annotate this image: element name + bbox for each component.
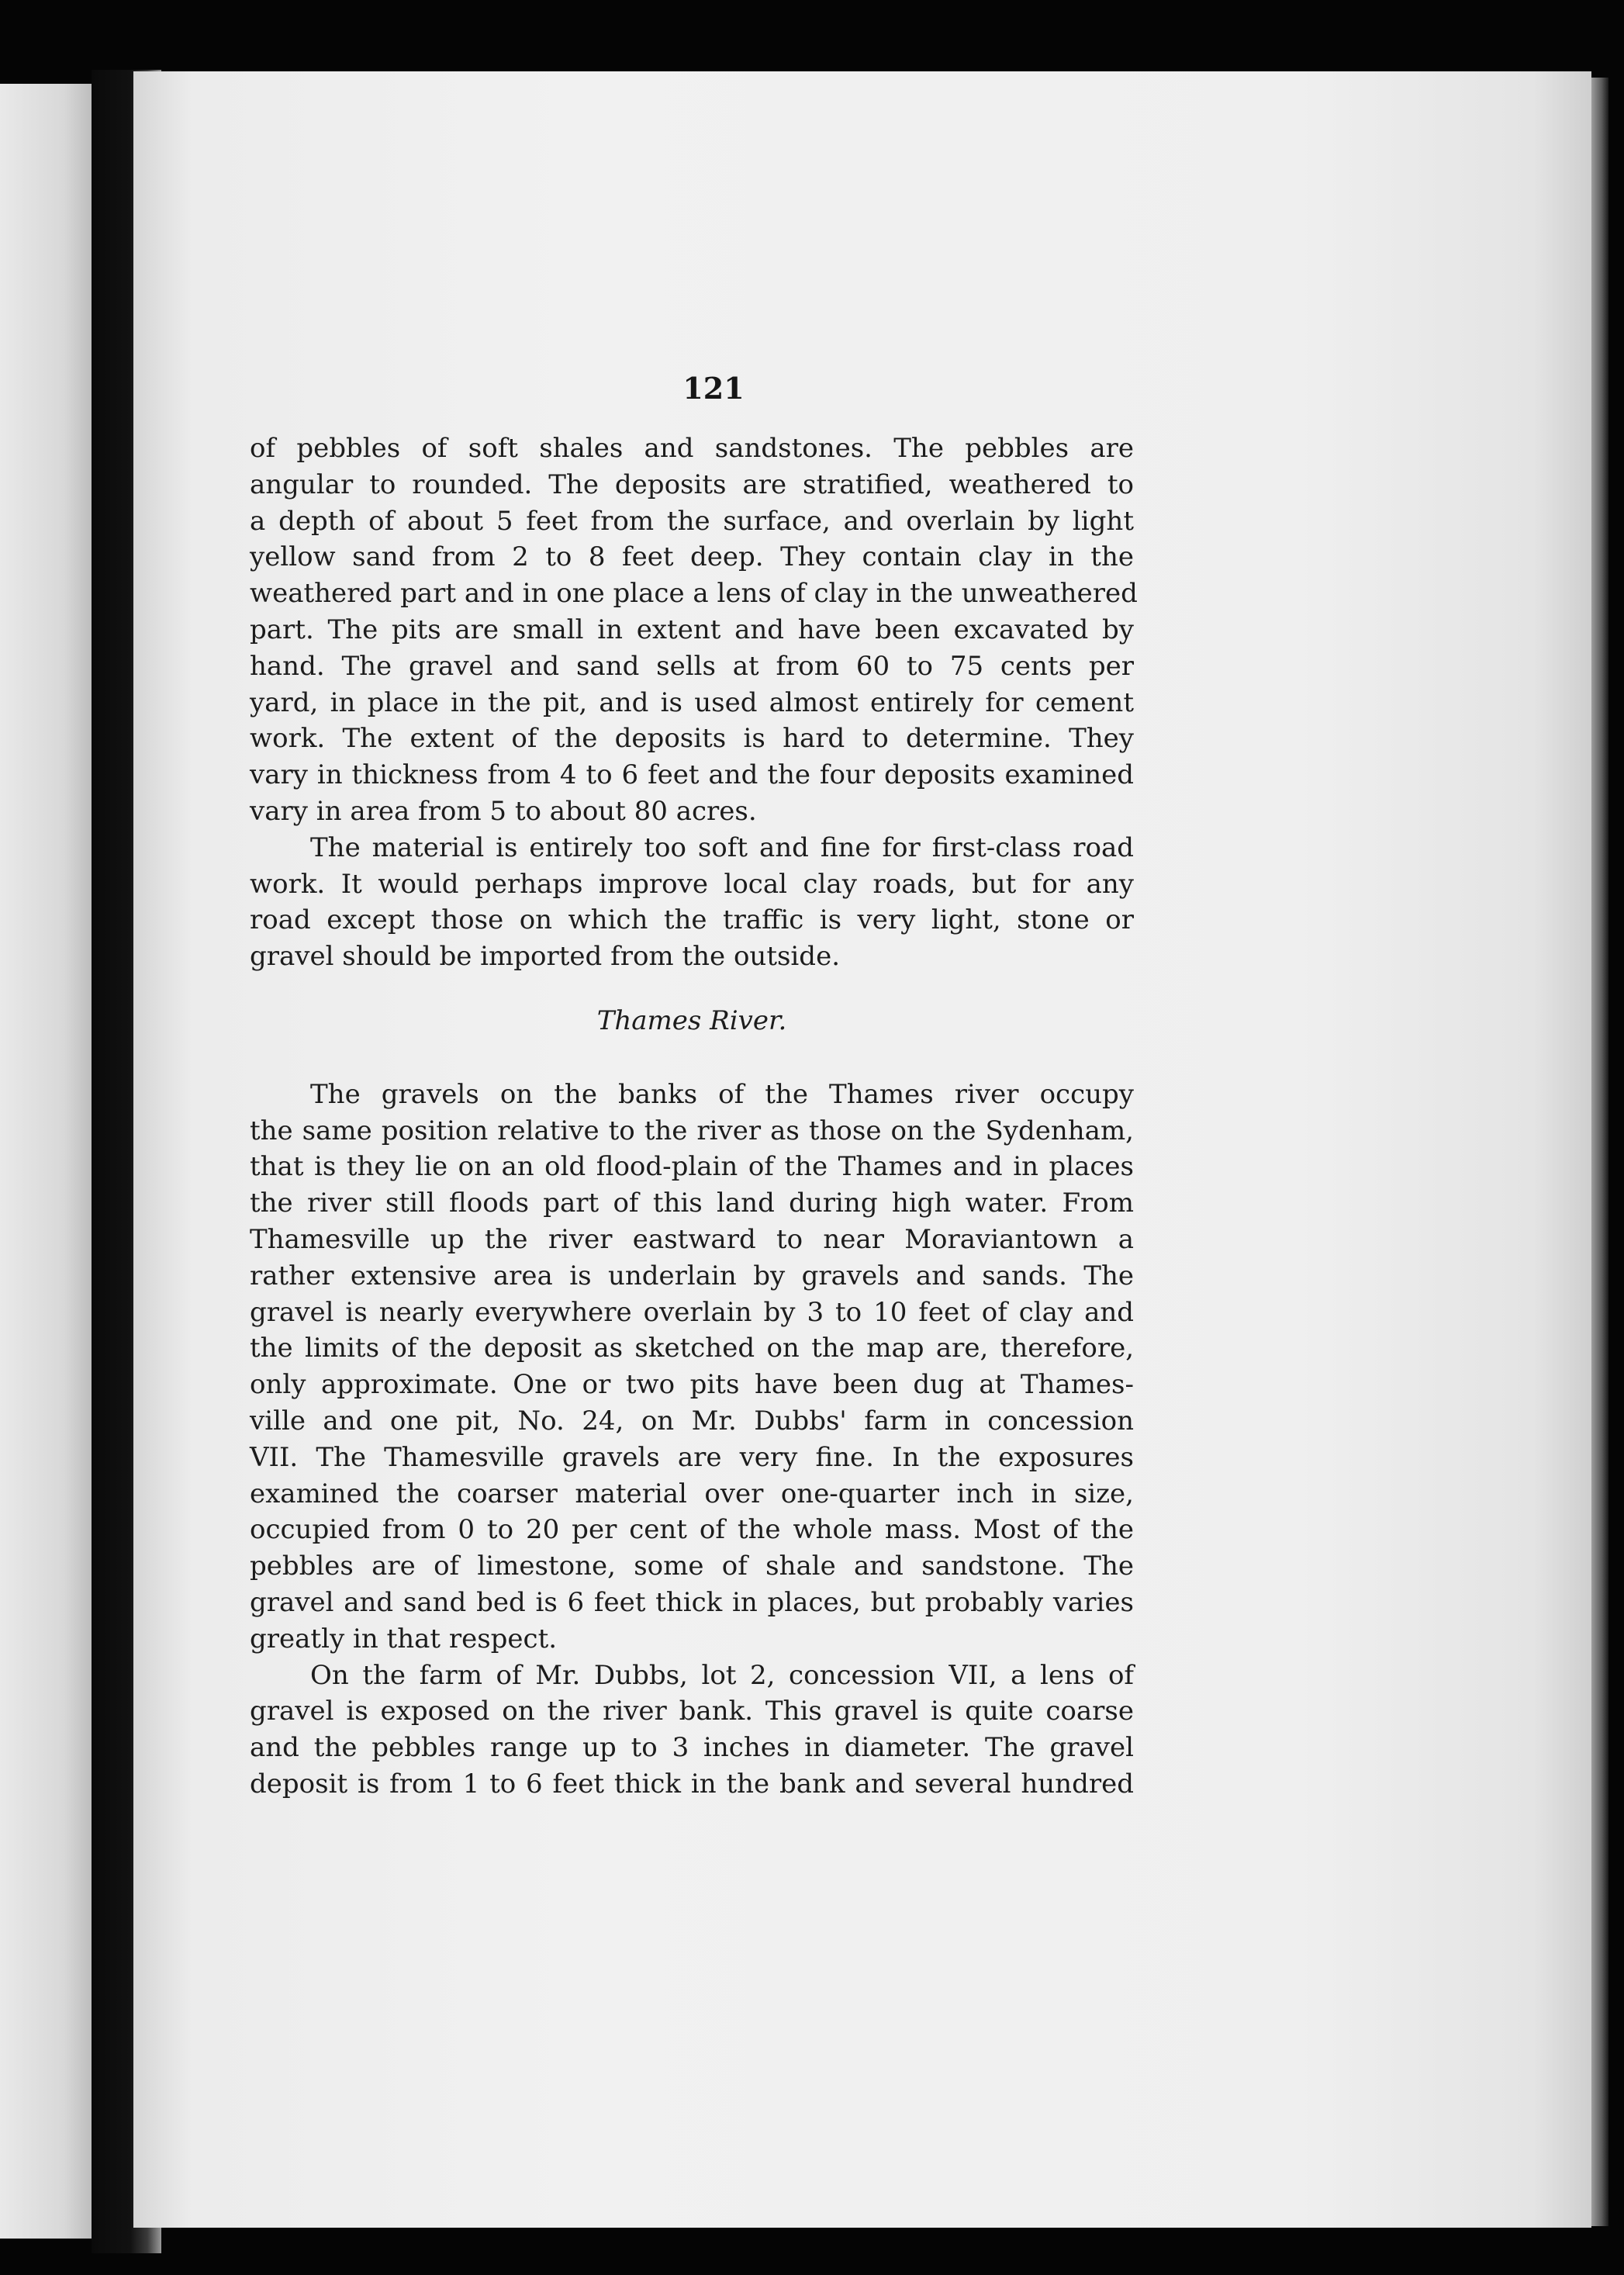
text-line: vary in thickness from 4 to 6 feet and the four deposits examined [250, 759, 1134, 791]
text-line: deposit is from 1 to 6 feet thick in the bank and several hundred [250, 1768, 1134, 1800]
text-line: only approximate. One or two pits have been dug at Thames- [250, 1369, 1134, 1401]
text-line: weathered part and in one place a lens of clay in the unweathered [250, 578, 1138, 610]
paragraph-material-quality [250, 830, 1134, 975]
text-line: The material is entirely too soft and fine for first-class road [310, 832, 1134, 863]
text-line: and the pebbles range up to 3 inches in diameter. The gravel [250, 1732, 1134, 1764]
text-line: the limits of the deposit as sketched on the map are, therefore, [250, 1333, 1134, 1364]
text-line: The gravels on the banks of the Thames river occupy [310, 1078, 1134, 1110]
text-line: road except those on which the traffic is very light, stone or [250, 904, 1134, 936]
text-line: gravel is nearly everywhere overlain by 3 to 10 feet of clay and [250, 1296, 1134, 1328]
text-line: pebbles are of limestone, some of shale and sandstone. The [250, 1551, 1134, 1582]
page-right-edge [1591, 78, 1608, 2226]
text-line: work. It would perhaps improve local clay roads, but for any [250, 868, 1134, 900]
section-heading: Thames River. [596, 1004, 787, 1036]
text-line: the same position relative to the river as those on the Sydenham, [250, 1115, 1134, 1146]
text-line: gravel should be imported from the outside. [250, 941, 840, 973]
text-line: occupied from 0 to 20 per cent of the whole mass. Most of the [250, 1514, 1134, 1546]
paragraph-dubbs-farm [250, 1658, 1134, 1803]
text-line: yard, in place in the pit, and is used almost entirely for cement [250, 686, 1134, 718]
text-line: yellow sand from 2 to 8 feet deep. They contain clay in the [250, 541, 1134, 573]
text-line: that is they lie on an old flood-plain of the Thames and in places [250, 1151, 1134, 1183]
paragraph-thames-gravels [250, 1077, 1134, 1658]
text-line: part. The pits are small in extent and have been excavated by [250, 614, 1134, 645]
page-number: 121 [682, 371, 745, 406]
text-line: the river still floods part of this land during high water. From [250, 1188, 1134, 1219]
facing-page-edge [0, 84, 92, 2239]
paragraph-gravel-deposits [250, 430, 1138, 830]
text-line: rather extensive area is underlain by gravels and sands. The [250, 1260, 1134, 1291]
text-line: a depth of about 5 feet from the surface, and overlain by light [250, 505, 1134, 537]
text-line: examined the coarser material over one-quarter inch in size, [250, 1478, 1134, 1509]
text-line: VII. The Thamesville gravels are very fine. In the exposures [250, 1441, 1134, 1473]
text-line: gravel and sand bed is 6 feet thick in places, but probably varies [250, 1586, 1134, 1618]
text-line: work. The extent of the deposits is hard to determine. They [250, 723, 1134, 755]
text-line: Thamesville up the river eastward to near Moraviantown a [250, 1223, 1134, 1255]
text-line: On the farm of Mr. Dubbs, lot 2, concession VII, a lens of [310, 1659, 1134, 1691]
text-line: hand. The gravel and sand sells at from 60 to 75 cents per [250, 650, 1134, 682]
text-line: of pebbles of soft shales and sandstones. The pebbles are [250, 433, 1134, 464]
page-text [250, 430, 1138, 1803]
text-line: gravel is exposed on the river bank. This gravel is quite coarse [250, 1696, 1134, 1727]
text-line: angular to rounded. The deposits are stratified, weathered to [250, 468, 1134, 500]
text-line: greatly in that respect. [250, 1623, 558, 1654]
text-line: vary in area from 5 to about 80 acres. [250, 795, 757, 827]
text-line: ville and one pit, No. 24, on Mr. Dubbs' farm in concession [250, 1405, 1134, 1437]
